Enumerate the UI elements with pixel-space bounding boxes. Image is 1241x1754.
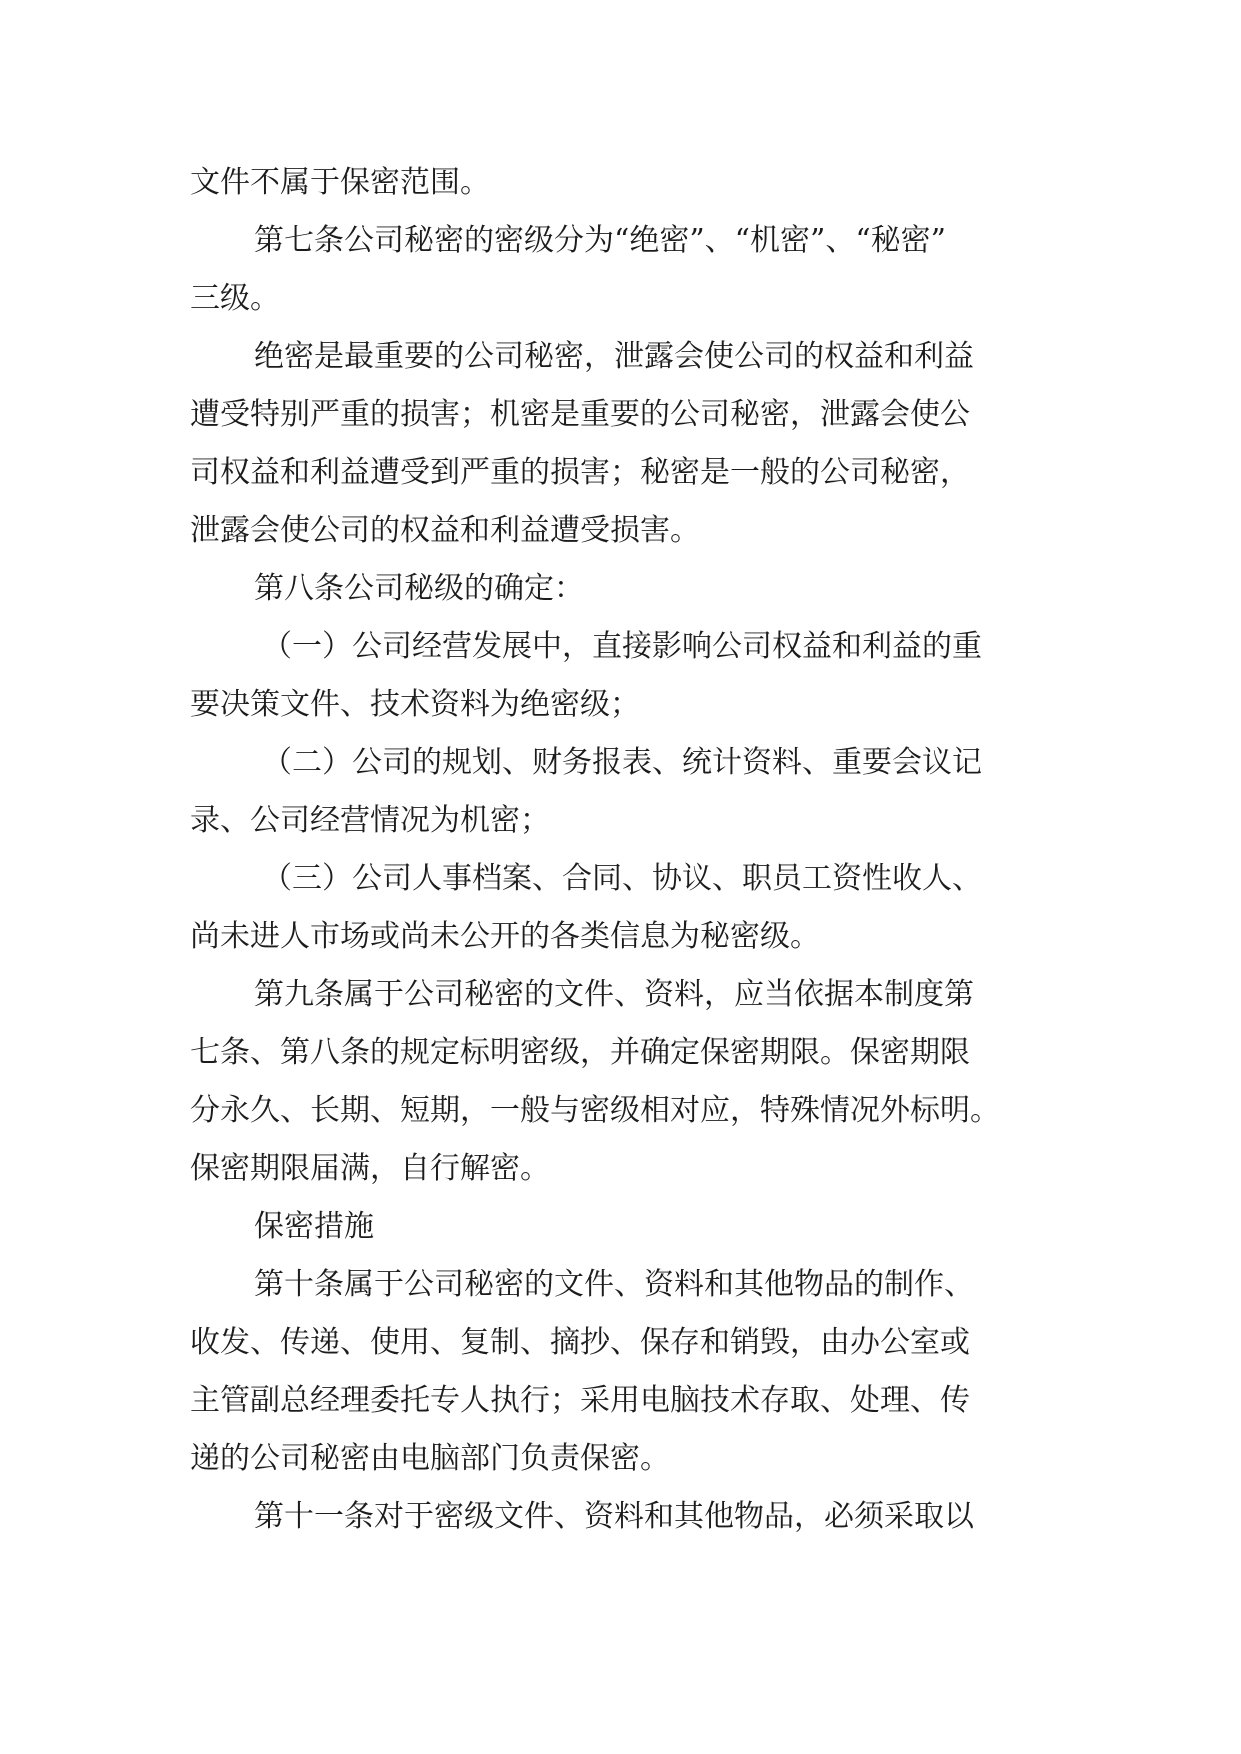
text-line: 第七条公司秘密的密级分为“绝密”、“机密”、“秘密” xyxy=(254,223,947,258)
text-line: 收发、传递、使用、复制、摘抄、保存和销毁，由办公室或 xyxy=(190,1325,970,1360)
text-line: 绝密是最重要的公司秘密，泄露会使公司的权益和利益 xyxy=(254,339,974,374)
text-line: 尚未进人市场或尚未公开的各类信息为秘密级。 xyxy=(190,919,820,954)
text-line: （三）公司人事档案、合同、协议、职员工资性收人、 xyxy=(262,861,982,896)
text-line: 司权益和利益遭受到严重的损害；秘密是一般的公司秘密， xyxy=(190,455,970,490)
text-line: 第八条公司秘级的确定： xyxy=(254,571,584,606)
text-line: 第十一条对于密级文件、资料和其他物品，必须采取以 xyxy=(254,1499,974,1534)
text-line: 保密期限届满，自行解密。 xyxy=(190,1151,550,1186)
text-line: 要决策文件、技术资料为绝密级； xyxy=(190,687,640,722)
text-line: （二）公司的规划、财务报表、统计资料、重要会议记 xyxy=(262,745,982,780)
text-line: 录、公司经营情况为机密； xyxy=(190,803,550,838)
text-line: 分永久、长期、短期，一般与密级相对应，特殊情况外标明。 xyxy=(190,1093,1000,1128)
text-line: 遭受特别严重的损害；机密是重要的公司秘密，泄露会使公 xyxy=(190,397,970,432)
text-line: 文件不属于保密范围。 xyxy=(190,165,490,200)
section-heading: 保密措施 xyxy=(254,1209,374,1244)
text-line: 第十条属于公司秘密的文件、资料和其他物品的制作、 xyxy=(254,1267,974,1302)
text-line: （一）公司经营发展中，直接影响公司权益和利益的重 xyxy=(262,629,982,664)
text-line: 递的公司秘密由电脑部门负责保密。 xyxy=(190,1441,670,1476)
text-line: 三级。 xyxy=(190,281,280,316)
text-line: 七条、第八条的规定标明密级，并确定保密期限。保密期限 xyxy=(190,1035,970,1070)
text-line: 第九条属于公司秘密的文件、资料，应当依据本制度第 xyxy=(254,977,974,1012)
text-line: 主管副总经理委托专人执行；采用电脑技术存取、处理、传 xyxy=(190,1383,970,1418)
text-line: 泄露会使公司的权益和利益遭受损害。 xyxy=(190,513,700,548)
